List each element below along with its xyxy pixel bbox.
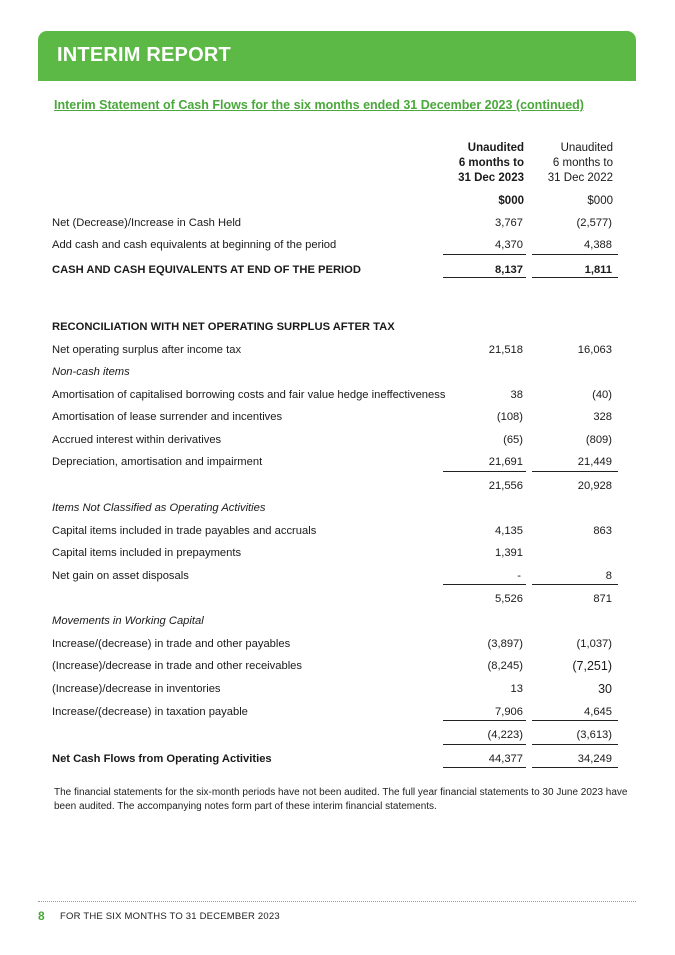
value-2023: 1,391 — [495, 547, 523, 559]
row-label: Amortisation of lease surrender and incentives — [52, 411, 283, 423]
subtotal-row — [52, 729, 614, 745]
value-2022: 871 — [593, 593, 612, 605]
section-subheading — [52, 502, 614, 518]
table-row — [52, 456, 614, 472]
column-header-2023: Unaudited 6 months to 31 Dec 2023 — [458, 142, 524, 184]
value-2022: (3,613) — [576, 729, 612, 741]
subtotal-rule — [443, 584, 526, 585]
banner-title: INTERIM REPORT — [57, 44, 231, 66]
value-2023: 3,767 — [495, 217, 523, 229]
table-row — [52, 434, 614, 450]
row-label: Increase/(decrease) in taxation payable — [52, 706, 248, 718]
value-2022: (40) — [592, 389, 612, 401]
subtotal-rule — [443, 254, 526, 255]
table-row — [52, 264, 614, 280]
row-label: Net gain on asset disposals — [52, 570, 189, 582]
value-2023: (4,223) — [487, 729, 523, 741]
page-number: 8 — [38, 909, 45, 923]
value-2023: 21,518 — [488, 344, 523, 356]
value-2023: 13 — [510, 683, 523, 695]
value-2022: (1,037) — [576, 638, 612, 650]
subtotal-rule — [532, 471, 618, 472]
table-row — [52, 683, 614, 699]
unit-label-2023: $000 — [498, 195, 524, 207]
value-2022: 8 — [605, 570, 612, 582]
value-2022: 34,249 — [577, 753, 612, 765]
row-label: Capital items included in prepayments — [52, 547, 242, 559]
row-label: Depreciation, amortisation and impairment — [52, 456, 263, 468]
value-2023: 8,137 — [495, 264, 523, 276]
section-subheading — [52, 615, 614, 631]
value-2023: 7,906 — [495, 706, 523, 718]
subtotal-rule — [443, 744, 526, 745]
value-2023: - — [517, 570, 521, 582]
row-label: (Increase)/decrease in inventories — [52, 683, 221, 695]
value-2023: 4,370 — [495, 239, 523, 251]
value-2023: 5,526 — [495, 593, 523, 605]
row-label: Net (Decrease)/Increase in Cash Held — [52, 217, 242, 229]
subtotal-rule — [532, 720, 618, 721]
value-2023: (3,897) — [487, 638, 523, 650]
table-row — [52, 239, 614, 255]
value-2023: (65) — [503, 434, 523, 446]
row-label: Movements in Working Capital — [52, 615, 204, 627]
row-label: RECONCILIATION WITH NET OPERATING SURPLUS AFTER TAX — [52, 321, 395, 333]
row-label: CASH AND CASH EQUIVALENTS AT END OF THE PERIOD — [52, 264, 361, 276]
row-label: Items Not Classified as Operating Activities — [52, 502, 266, 514]
subtotal-row — [52, 593, 614, 609]
table-row — [52, 638, 614, 654]
value-2022: 21,449 — [577, 456, 612, 468]
value-2022: 4,388 — [584, 239, 612, 251]
subtotal-rule — [532, 744, 618, 745]
value-2023: (8,245) — [487, 660, 523, 672]
value-2022: (2,577) — [576, 217, 612, 229]
value-2022: 4,645 — [584, 706, 612, 718]
statement-title: Interim Statement of Cash Flows for the six months ended 31 December 2023 (continued) — [54, 98, 584, 112]
value-2023: 38 — [510, 389, 523, 401]
footer-text: FOR THE SIX MONTHS TO 31 DECEMBER 2023 — [60, 911, 280, 922]
section-subheading — [52, 366, 614, 382]
value-2023: 4,135 — [495, 525, 523, 537]
value-2022: 16,063 — [577, 344, 612, 356]
total-rule — [532, 767, 618, 768]
value-2022: 30 — [598, 682, 612, 696]
subtotal-rule — [532, 584, 618, 585]
total-rule — [532, 277, 618, 278]
subtotal-rule — [532, 254, 618, 255]
row-label: (Increase)/decrease in trade and other receivables — [52, 660, 302, 672]
total-row — [52, 753, 614, 769]
row-label: Amortisation of capitalised borrowing costs and fair value hedge ineffectiveness — [52, 389, 446, 401]
table-row — [52, 570, 614, 586]
table-row — [52, 547, 614, 563]
row-label: Accrued interest within derivatives — [52, 434, 222, 446]
unit-label-2022: $000 — [587, 195, 613, 207]
value-2022: 1,811 — [584, 264, 612, 276]
row-label: Increase/(decrease) in trade and other payables — [52, 638, 291, 650]
subtotal-row — [52, 480, 614, 496]
column-header-2022: Unaudited 6 months to 31 Dec 2022 — [547, 142, 613, 184]
row-label: Add cash and cash equivalents at beginning of the period — [52, 239, 337, 251]
value-2022: (809) — [585, 434, 612, 446]
subtotal-rule — [443, 471, 526, 472]
table-row — [52, 217, 614, 233]
row-label: Net operating surplus after income tax — [52, 344, 242, 356]
total-rule — [443, 767, 526, 768]
table-row — [52, 389, 614, 405]
value-2023: 44,377 — [488, 753, 523, 765]
subtotal-rule — [443, 720, 526, 721]
row-label: Net Cash Flows from Operating Activities — [52, 753, 272, 765]
total-rule — [443, 277, 526, 278]
footnote: The financial statements for the six-month periods have not been audited. The full year financial statements to 30 June 2023 have been audited. The accompanying notes form part of these interim financial statements. — [54, 787, 628, 812]
table-row — [52, 344, 614, 360]
report-banner — [38, 31, 636, 81]
value-2023: 21,556 — [488, 480, 523, 492]
value-2022: 20,928 — [577, 480, 612, 492]
value-2022: 863 — [593, 525, 612, 537]
value-2022: 328 — [593, 411, 612, 423]
value-2023: 21,691 — [488, 456, 523, 468]
footer-divider — [38, 901, 636, 902]
table-row — [52, 525, 614, 541]
value-2023: (108) — [496, 411, 523, 423]
row-label: Capital items included in trade payables and accruals — [52, 525, 317, 537]
row-label: Non-cash items — [52, 366, 130, 378]
section-heading — [52, 321, 614, 337]
value-2022: (7,251) — [572, 659, 612, 673]
table-row — [52, 660, 614, 676]
table-row — [52, 411, 614, 427]
table-row — [52, 706, 614, 722]
